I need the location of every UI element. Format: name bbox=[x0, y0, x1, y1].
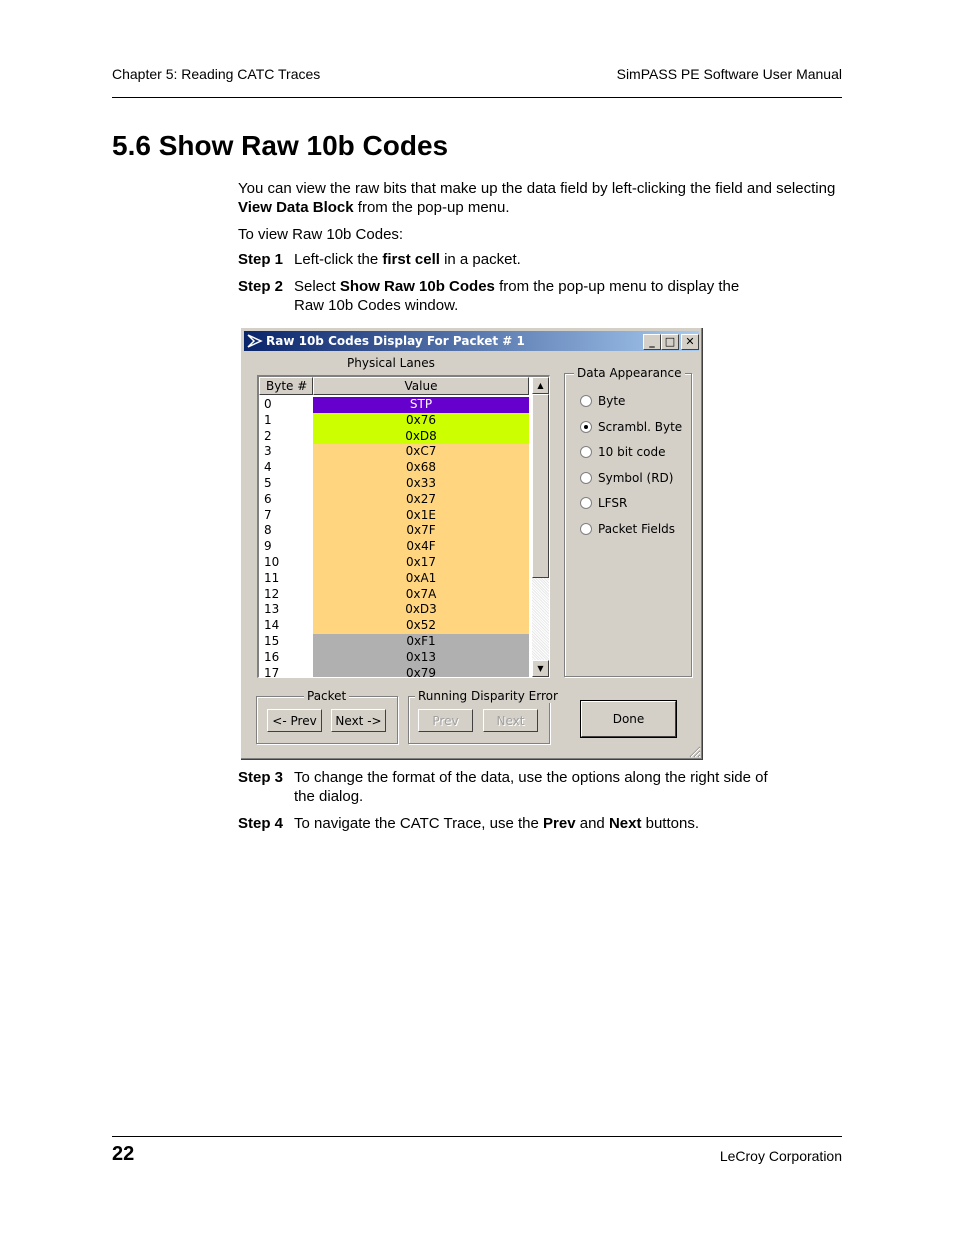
radio-label: Packet Fields bbox=[598, 521, 676, 536]
scroll-up-icon[interactable]: ▲ bbox=[532, 377, 549, 394]
step-label: Step 1 bbox=[238, 251, 284, 268]
scroll-down-icon[interactable]: ▼ bbox=[532, 660, 549, 677]
radio-option[interactable] bbox=[580, 471, 673, 485]
rd-prev-button[interactable]: Prev bbox=[418, 709, 473, 732]
table-row[interactable] bbox=[259, 571, 529, 587]
step-label: Step 3 bbox=[238, 769, 284, 786]
running-header-left: Chapter 5: Reading CATC Traces bbox=[112, 66, 321, 82]
table-row[interactable] bbox=[259, 444, 529, 460]
page-number: 22 bbox=[112, 1143, 135, 1165]
byte-number: 10 bbox=[264, 555, 280, 569]
step-text: Select bbox=[294, 278, 340, 295]
table-row[interactable] bbox=[259, 460, 529, 476]
radio-circle-icon[interactable] bbox=[580, 395, 592, 407]
byte-number: 3 bbox=[264, 444, 272, 459]
table-row[interactable] bbox=[259, 602, 529, 618]
byte-number: 4 bbox=[264, 460, 272, 475]
table-row[interactable] bbox=[259, 523, 529, 539]
table-row[interactable] bbox=[259, 666, 529, 678]
section-title: 5.6 Show Raw 10b Codes bbox=[112, 130, 449, 161]
running-disparity-label: Running Disparity Error bbox=[415, 689, 561, 703]
intro-text-end: from the pop-up menu. bbox=[353, 199, 510, 216]
table-row[interactable] bbox=[259, 476, 529, 492]
intro-paragraph bbox=[238, 179, 844, 217]
radio-label: Byte bbox=[598, 394, 626, 408]
byte-value: 0x13 bbox=[313, 650, 529, 666]
intro-bold: View Data Block bbox=[238, 199, 354, 216]
column-header-byte[interactable]: Byte # bbox=[259, 377, 313, 395]
step-text: Left-click the bbox=[294, 251, 383, 268]
table-row[interactable] bbox=[259, 555, 529, 571]
table-row[interactable] bbox=[259, 429, 529, 445]
byte-value: 0x1E bbox=[313, 508, 529, 524]
data-appearance-label: Data Appearance bbox=[574, 366, 685, 380]
running-header-right: SimPASS PE Software User Manual bbox=[616, 66, 842, 82]
step-label: Step 4 bbox=[238, 815, 284, 832]
app-icon bbox=[247, 334, 263, 348]
packet-next-button[interactable]: Next -> bbox=[331, 709, 386, 732]
radio-circle-icon[interactable] bbox=[580, 523, 592, 535]
byte-number: 5 bbox=[264, 476, 272, 490]
step-text: To navigate the CATC Trace, use the bbox=[294, 815, 544, 832]
table-row[interactable] bbox=[259, 634, 529, 650]
byte-value: 0x7A bbox=[313, 587, 529, 603]
byte-number: 14 bbox=[264, 618, 280, 633]
radio-option[interactable] bbox=[580, 445, 666, 459]
table-row[interactable] bbox=[259, 492, 529, 508]
step-text-end: from the pop-up menu to display the bbox=[494, 278, 740, 295]
step-label: Step 2 bbox=[238, 278, 284, 295]
done-button[interactable]: Done bbox=[581, 701, 676, 737]
step-bold: Prev bbox=[543, 815, 576, 832]
radio-label: Scrambl. Byte bbox=[598, 419, 683, 434]
step-1 bbox=[238, 250, 798, 269]
byte-value: 0x7F bbox=[313, 523, 529, 539]
step-3 bbox=[238, 768, 798, 806]
byte-number: 8 bbox=[264, 523, 272, 538]
radio-label: LFSR bbox=[598, 496, 628, 510]
step-text-end: in a packet. bbox=[439, 251, 521, 268]
maximize-icon[interactable]: □ bbox=[661, 334, 679, 350]
step-bold: first cell bbox=[382, 251, 440, 268]
byte-number: 13 bbox=[264, 602, 280, 617]
byte-value: 0x52 bbox=[313, 618, 529, 634]
radio-label: Symbol (RD) bbox=[598, 470, 674, 485]
step-bold-2: Next bbox=[608, 815, 642, 832]
column-header-value[interactable]: Value bbox=[313, 377, 529, 395]
step-bold: Show Raw 10b Codes bbox=[339, 278, 495, 295]
raw-10b-codes-dialog bbox=[240, 327, 704, 761]
radio-circle-icon[interactable] bbox=[580, 421, 592, 433]
step-text: To change the format of the data, use the options along the right side of bbox=[294, 769, 768, 786]
step-continuation: Raw 10b Codes window. bbox=[294, 297, 459, 314]
byte-value: 0x17 bbox=[313, 555, 529, 571]
radio-circle-icon[interactable] bbox=[580, 446, 592, 458]
byte-value: STP bbox=[313, 397, 529, 413]
table-row[interactable] bbox=[259, 508, 529, 524]
close-icon[interactable]: ✕ bbox=[681, 334, 699, 350]
byte-value: 0xD3 bbox=[313, 602, 529, 618]
scroll-thumb[interactable] bbox=[532, 394, 549, 578]
byte-value: 0xC7 bbox=[313, 444, 529, 460]
byte-number: 11 bbox=[264, 570, 280, 585]
byte-value: 0xA1 bbox=[313, 571, 529, 587]
step-2 bbox=[238, 277, 798, 315]
header-rule bbox=[112, 97, 842, 98]
byte-number: 16 bbox=[264, 649, 280, 664]
dialog-title: Raw 10b Codes Display For Packet # 1 bbox=[266, 334, 525, 348]
byte-number: 0 bbox=[264, 397, 272, 411]
list-scrollbar[interactable] bbox=[532, 377, 549, 677]
byte-value: 0x68 bbox=[313, 460, 529, 476]
byte-value: 0xD8 bbox=[313, 429, 529, 445]
packet-group-label: Packet bbox=[304, 689, 349, 703]
radio-option[interactable] bbox=[580, 522, 675, 536]
byte-number: 17 bbox=[264, 665, 280, 678]
byte-number: 15 bbox=[264, 634, 280, 648]
table-row[interactable] bbox=[259, 650, 529, 666]
lead-paragraph: To view Raw 10b Codes: bbox=[238, 226, 404, 243]
byte-number: 6 bbox=[264, 491, 272, 506]
codes-list[interactable] bbox=[257, 375, 550, 678]
radio-option[interactable] bbox=[580, 420, 682, 434]
physical-lanes-label: Physical Lanes bbox=[347, 356, 435, 370]
table-row[interactable] bbox=[259, 413, 529, 429]
minimize-icon[interactable]: _ bbox=[643, 334, 661, 350]
radio-option[interactable] bbox=[580, 394, 625, 408]
rd-next-button[interactable]: Next bbox=[483, 709, 538, 732]
dialog-titlebar bbox=[244, 331, 699, 351]
radio-circle-icon[interactable] bbox=[580, 497, 592, 509]
byte-value: 0x4F bbox=[313, 539, 529, 555]
byte-number: 1 bbox=[264, 412, 272, 427]
packet-prev-button[interactable]: <- Prev bbox=[267, 709, 322, 732]
intro-text: You can view the raw bits that make up the data field by left-clicking the field and selecting bbox=[238, 180, 836, 197]
byte-value: 0x76 bbox=[313, 413, 529, 429]
radio-circle-icon[interactable] bbox=[580, 472, 592, 484]
byte-value: 0x27 bbox=[313, 492, 529, 508]
byte-number: 12 bbox=[264, 586, 280, 601]
step-text-end: buttons. bbox=[641, 815, 699, 832]
table-row[interactable] bbox=[259, 397, 529, 413]
table-row[interactable] bbox=[259, 618, 529, 634]
byte-number: 7 bbox=[264, 507, 272, 522]
resize-grip-icon[interactable] bbox=[687, 744, 701, 758]
footer-rule bbox=[112, 1136, 842, 1137]
table-row[interactable] bbox=[259, 539, 529, 555]
radio-option[interactable] bbox=[580, 496, 627, 510]
footer-company: LeCroy Corporation bbox=[719, 1148, 842, 1164]
step-4 bbox=[238, 814, 798, 833]
table-row[interactable] bbox=[259, 587, 529, 603]
radio-label: 10 bit code bbox=[598, 445, 666, 459]
byte-number: 9 bbox=[264, 539, 272, 554]
step-continuation: the dialog. bbox=[294, 788, 364, 805]
byte-number: 2 bbox=[264, 428, 272, 443]
byte-value: 0x33 bbox=[313, 476, 529, 492]
byte-value: 0x79 bbox=[313, 666, 529, 678]
step-text-mid: and bbox=[575, 815, 609, 832]
byte-value: 0xF1 bbox=[313, 634, 529, 650]
